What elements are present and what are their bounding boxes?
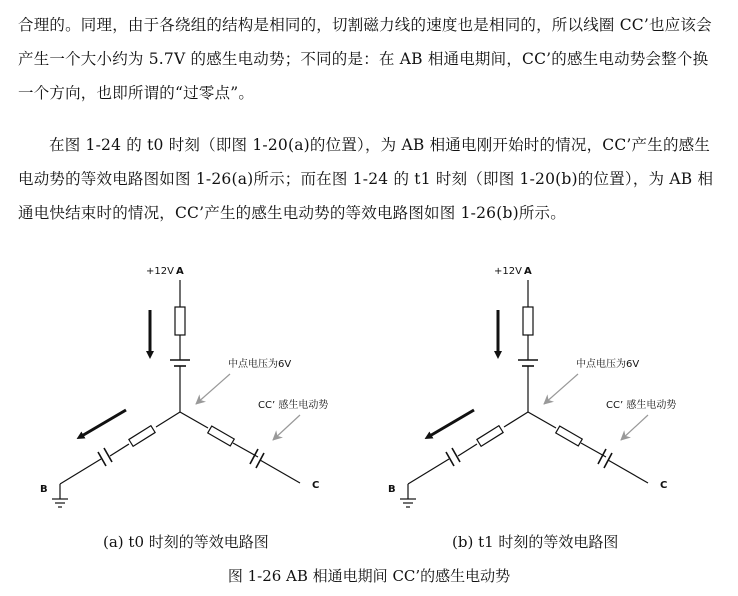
phase-a-branch xyxy=(518,280,538,412)
node-c-label: C xyxy=(660,480,668,491)
body-paragraph-2: 在图 1-24 的 t0 时刻（即图 1-20(a)的位置），为 AB 相通电刚开始时的情况，CC’产生的感生电动势的等效电路图如图 1-26(a)所示；而在图 1-24 的 t1 时刻（即图 1-20(b)的位置），为 AB 相通电快结束时的情况，CC’产生的感生电动势的等效电路图如图 1-26(b)所示。 xyxy=(18,136,714,222)
phase-a-branch xyxy=(170,280,190,412)
caption-a: (a) t0 时刻的等效电路图 xyxy=(103,533,269,551)
phase-b-branch xyxy=(52,412,180,507)
circuit-diagram-b xyxy=(366,252,706,522)
phase-c-branch xyxy=(528,412,648,483)
caption-b: (b) t1 时刻的等效电路图 xyxy=(452,533,619,551)
node-b-label: B xyxy=(40,484,48,495)
supply-voltage-label: +12V xyxy=(146,266,174,277)
phase-b-branch xyxy=(400,412,528,507)
emf-pointer-arrow xyxy=(273,415,300,440)
emf-pointer-arrow xyxy=(621,415,648,440)
node-a-label: A xyxy=(524,266,532,277)
midpoint-pointer-arrow xyxy=(544,374,578,404)
emf-label: CC’ 感生电动势 xyxy=(258,400,329,411)
node-c-label: C xyxy=(312,480,320,491)
midpoint-voltage-label: 中点电压为6V xyxy=(576,359,640,370)
midpoint-pointer-arrow xyxy=(196,374,230,404)
circuit-svg-b xyxy=(366,252,706,522)
supply-voltage-label: +12V xyxy=(494,266,522,277)
figure-title: 图 1-26 AB 相通电期间 CC’的感生电动势 xyxy=(227,567,511,585)
current-arrow-left xyxy=(428,410,474,437)
body-paragraph-1: 合理的。同理，由于各绕组的结构是相同的，切割磁力线的速度也是相同的，所以线圈 CC’也应该会产生一个大小约为 5.7V 的感生电动势；不同的是：在 AB 相通电期间，CC’的感生电动势会整个换一个方向，也即所谓的“过零点”。 xyxy=(18,16,712,102)
node-a-label: A xyxy=(176,266,184,277)
midpoint-voltage-label: 中点电压为6V xyxy=(228,359,292,370)
emf-label: CC’ 感生电动势 xyxy=(606,400,677,411)
node-b-label: B xyxy=(388,484,396,495)
circuit-svg-a xyxy=(18,252,358,522)
current-arrow-left xyxy=(80,410,126,437)
circuit-diagram-a xyxy=(18,252,358,522)
phase-c-branch xyxy=(180,412,300,483)
